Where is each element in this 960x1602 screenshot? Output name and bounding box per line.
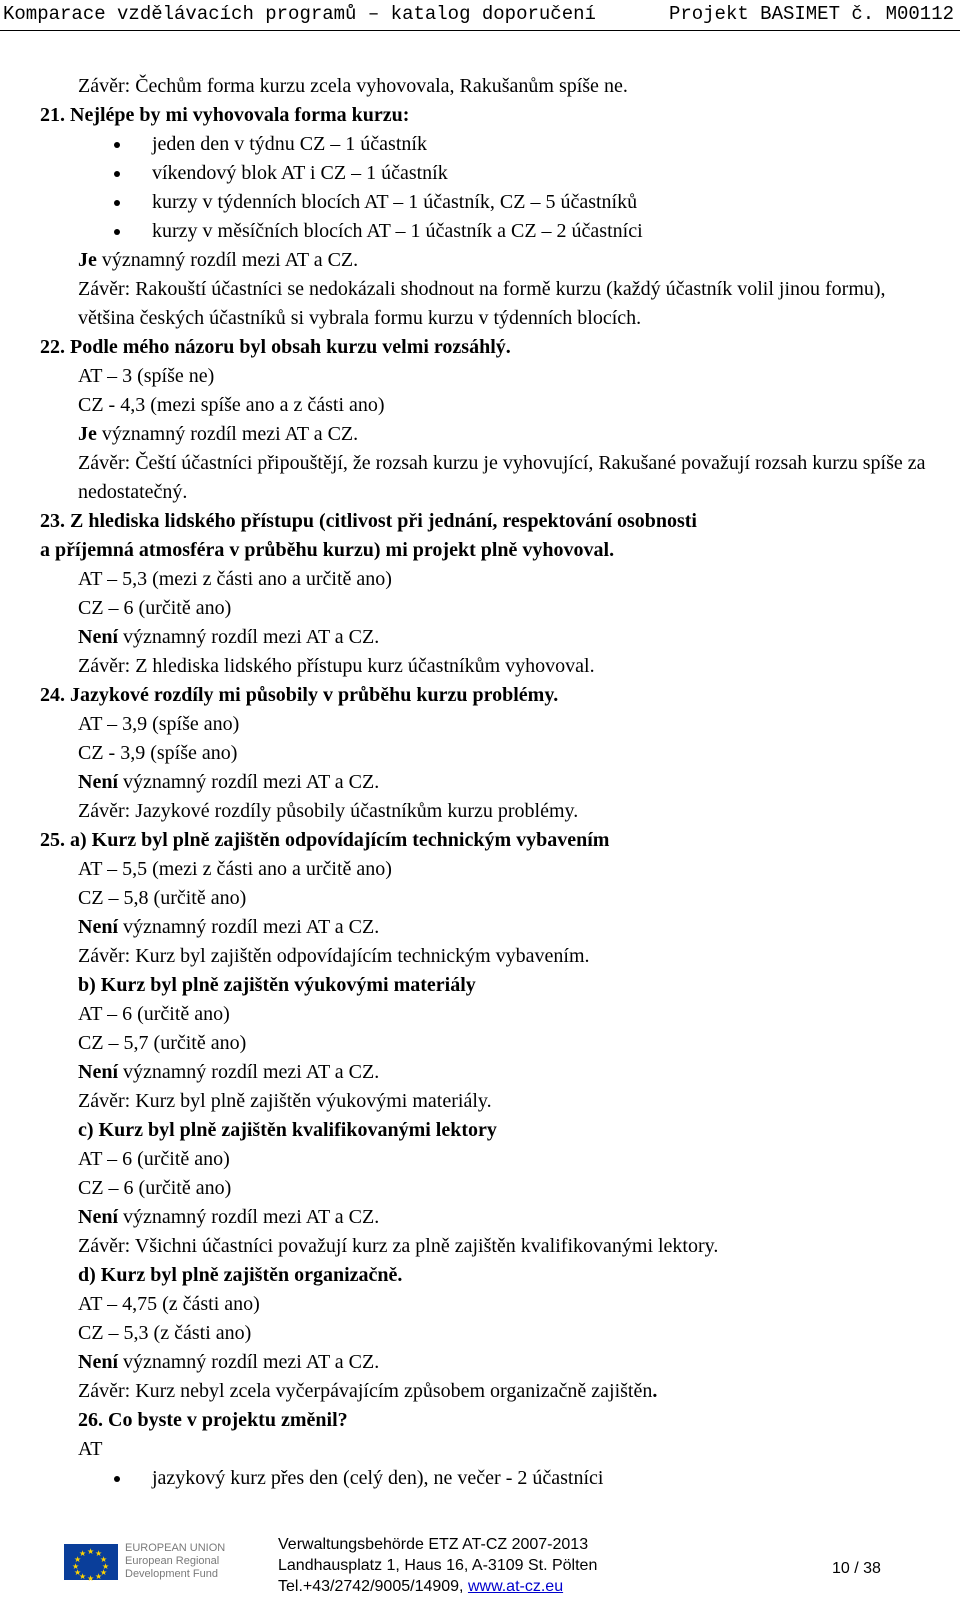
bullet-icon [114,171,120,177]
result-at: AT [78,1438,103,1460]
managing-authority-address: Verwaltungsbehörde ETZ AT-CZ 2007-2013 Landhausplatz 1, Haus 16, A-3109 St. Pölten Tel.+43/2742/9005/14909, www.at-cz.eu [278,1536,598,1595]
page-header [0,0,960,31]
conclusion-text: Závěr: Z hlediska lidského přístupu kurz účastníkům vyhovoval. [78,655,595,677]
question-23-cont: a příjemná atmosféra v průběhu kurzu) mi projekt plně vyhovoval. [40,539,615,561]
result-at: AT – 6 (určitě ano) [78,1148,230,1170]
website-link[interactable]: www.at-cz.eu [467,1578,564,1595]
result-at: AT – 5,5 (mezi z části ano a určitě ano) [78,858,392,880]
result-at: AT – 4,75 (z části ano) [78,1293,260,1315]
question-25c: c) Kurz byl plně zajištěn kvalifikovanými lektory [78,1119,497,1141]
difference-statement: Není významný rozdíl mezi AT a CZ. [78,1061,380,1083]
list-item: jeden den v týdnu CZ – 1 účastník [0,130,960,159]
question-26: 26. Co byste v projektu změnil? [78,1409,348,1431]
result-cz: CZ – 5,8 (určitě ano) [78,887,247,909]
bullet-icon [114,200,120,206]
result-cz: CZ - 3,9 (spíše ano) [78,742,238,764]
bullet-icon [114,229,120,235]
result-cz: CZ – 6 (určitě ano) [78,597,232,619]
conclusion-text: Závěr: Všichni účastníci považují kurz za plně zajištěn kvalifikovanými lektory. [78,1235,719,1257]
list-item: kurzy v měsíčních blocích AT – 1 účastník a CZ – 2 účastníci [0,217,960,246]
conclusion-text: Závěr: Kurz nebyl zcela vyčerpávajícím způsobem organizačně zajištěn. [78,1380,658,1402]
conclusion-text: Závěr: Jazykové rozdíly působily účastníkům kurzu problémy. [78,800,579,822]
result-cz: CZ - 4,3 (mezi spíše ano a z části ano) [78,394,385,416]
result-cz: CZ – 6 (určitě ano) [78,1177,232,1199]
bullet-icon [114,142,120,148]
conclusion-text: Závěr: Rakouští účastníci se nedokázali shodnout na formě kurzu (každý účastník volil jinou formu), většina českých účastníků si vybrala formu kurzu v týdenních blocích. [78,278,886,329]
result-cz: CZ – 5,3 (z části ano) [78,1322,252,1344]
difference-statement: Není významný rozdíl mezi AT a CZ. [78,916,380,938]
difference-statement: Není významný rozdíl mezi AT a CZ. [78,771,380,793]
list-item: kurzy v týdenních blocích AT – 1 účastník, CZ – 5 účastníků [0,188,960,217]
conclusion-text: Závěr: Čeští účastníci připouštějí, že rozsah kurzu je vyhovující, Rakušané považují rozsah kurzu spíše za nedostatečný. [78,452,926,503]
document-body [0,72,960,1493]
conclusion-text: Závěr: Kurz byl plně zajištěn výukovými materiály. [78,1090,492,1112]
result-at: AT – 5,3 (mezi z části ano a určitě ano) [78,568,392,590]
list-item: jazykový kurz přes den (celý den), ne večer - 2 účastníci [0,1464,960,1493]
bullet-icon [114,1476,120,1482]
header-project-code: Projekt BASIMET č. M00112 [668,3,954,25]
eu-fund-label: EUROPEAN UNION European Regional Development Fund [125,1542,226,1580]
question-25a: 25. a) Kurz byl plně zajištěn odpovídajícím technickým vybavením [40,829,610,851]
difference-statement: Není významný rozdíl mezi AT a CZ. [78,1206,380,1228]
result-cz: CZ – 5,7 (určitě ano) [78,1032,247,1054]
result-at: AT – 3 (spíše ne) [78,365,215,387]
result-at: AT – 6 (určitě ano) [78,1003,230,1025]
eu-flag-icon: ★ ★ ★ ★ ★ ★ ★ ★ ★ ★ ★ ★ [64,1544,118,1580]
page-footer [0,1530,960,1602]
conclusion-text: Závěr: Kurz byl zajištěn odpovídajícím technickým vybavením. [78,945,590,967]
question-25d: d) Kurz byl plně zajištěn organizačně. [78,1264,403,1286]
difference-statement: Je významný rozdíl mezi AT a CZ. [78,423,359,445]
difference-statement: Je významný rozdíl mezi AT a CZ. [78,249,359,271]
list-item: víkendový blok AT i CZ – 1 účastník [0,159,960,188]
result-at: AT – 3,9 (spíše ano) [78,713,240,735]
question-23: 23. Z hlediska lidského přístupu (citlivost při jednání, respektování osobnosti [40,510,697,532]
question-22: 22. Podle mého názoru byl obsah kurzu velmi rozsáhlý. [40,336,511,358]
difference-statement: Není významný rozdíl mezi AT a CZ. [78,1351,380,1373]
header-document-title: Komparace vzdělávacích programů – katalog doporučení [3,3,596,25]
question-24: 24. Jazykové rozdíly mi působily v průběhu kurzu problémy. [40,684,559,706]
conclusion-text: Závěr: Čechům forma kurzu zcela vyhovovala, Rakušanům spíše ne. [78,75,628,97]
page-number: 10 / 38 [832,1560,881,1577]
difference-statement: Není významný rozdíl mezi AT a CZ. [78,626,380,648]
question-25b: b) Kurz byl plně zajištěn výukovými materiály [78,974,476,996]
question-21: 21. Nejlépe by mi vyhovovala forma kurzu: [40,104,410,126]
